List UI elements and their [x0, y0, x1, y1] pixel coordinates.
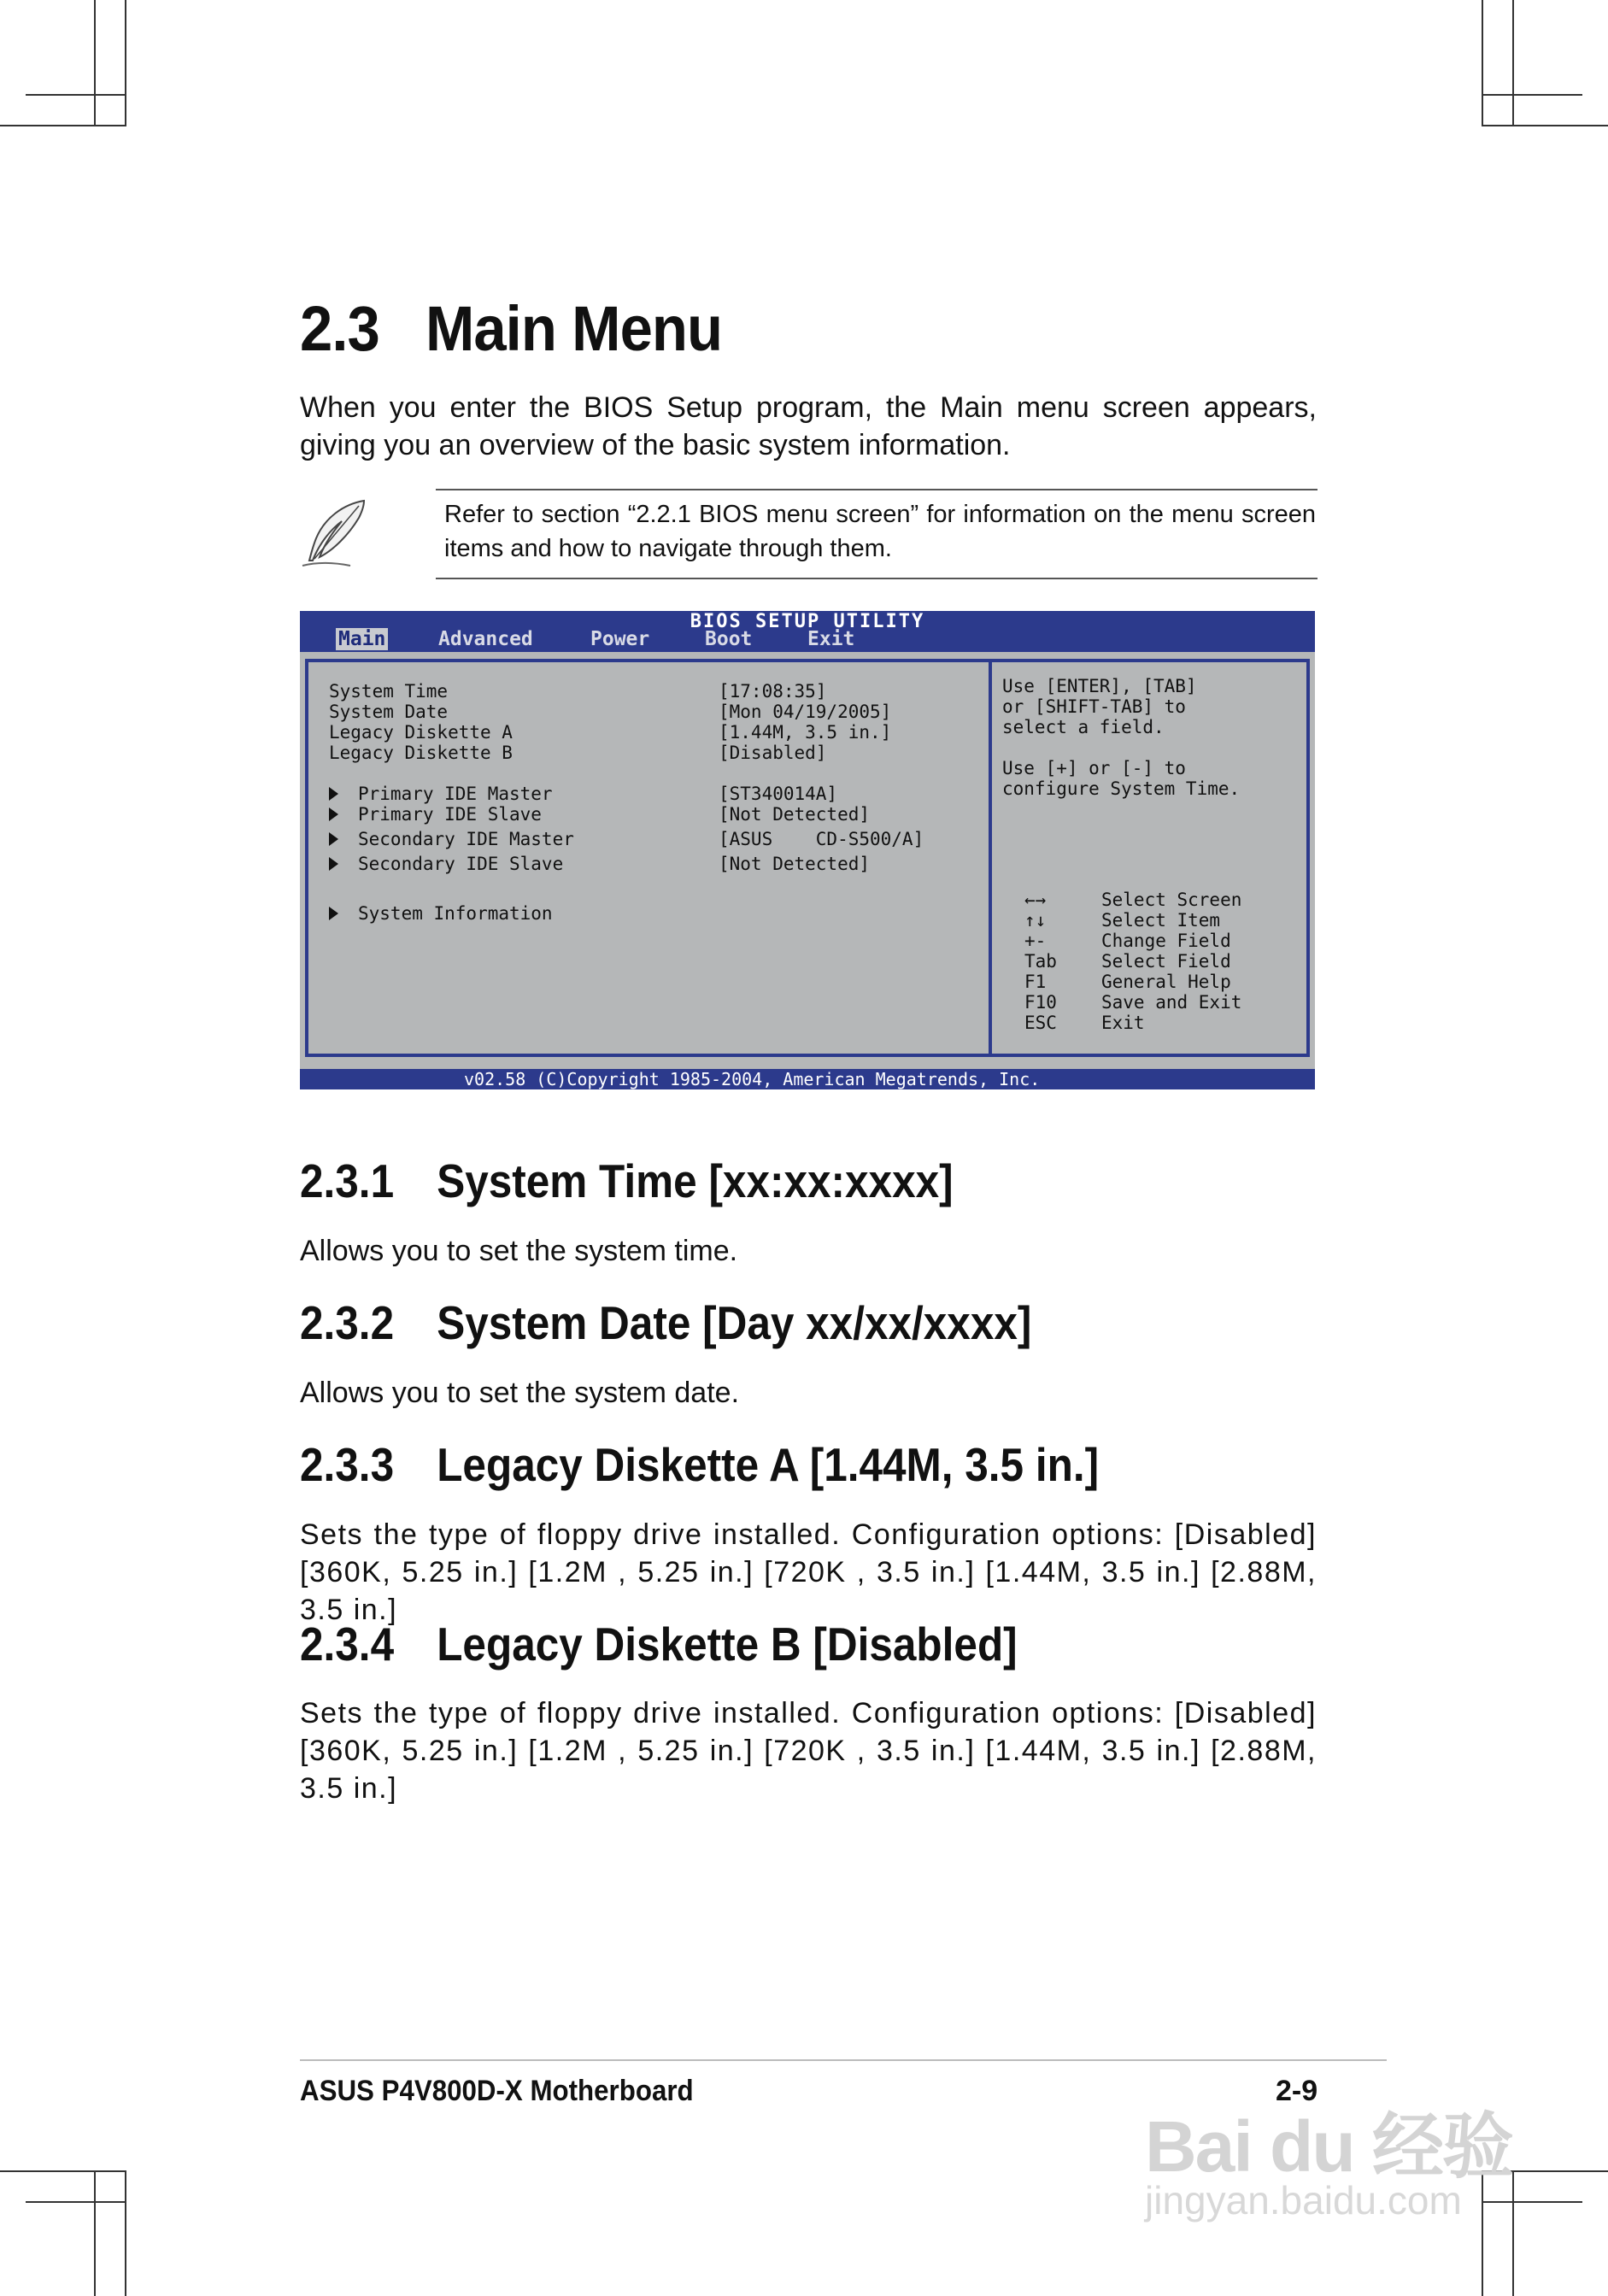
- key-label: F10: [1024, 992, 1057, 1013]
- note-top-rule: [436, 489, 1318, 490]
- baidu-watermark-url: jingyan.baidu.com: [1145, 2178, 1462, 2223]
- bios-screen: [300, 611, 1315, 1089]
- help-line: select a field.: [1002, 717, 1165, 737]
- submenu-secondary-master-value: [ASUS CD-S500/A]: [719, 829, 924, 849]
- key-action: General Help: [1101, 972, 1231, 992]
- submenu-secondary-slave[interactable]: Secondary IDE Slave: [358, 854, 564, 874]
- crop-mark: [125, 2170, 126, 2296]
- submenu-system-information[interactable]: System Information: [358, 903, 553, 924]
- item-system-date-label[interactable]: System Date: [329, 702, 449, 722]
- key-label: F1: [1024, 972, 1047, 992]
- tab-boot[interactable]: Boot: [705, 628, 753, 650]
- tab-exit[interactable]: Exit: [807, 628, 855, 650]
- note-text: Refer to section “2.2.1 BIOS menu screen” for information on the menu screen items and how to navigate through them.: [444, 501, 1316, 562]
- section-number: 2.3: [300, 293, 379, 364]
- key-left-right-icon: ←→: [1024, 890, 1047, 910]
- submenu-primary-slave[interactable]: Primary IDE Slave: [358, 804, 542, 825]
- submenu-arrow-icon: [329, 787, 338, 801]
- subsection-heading: 2.3.3 Legacy Diskette A [1.44M, 3.5 in.]: [300, 1438, 1100, 1491]
- subsection-heading: 2.3.4 Legacy Diskette B [Disabled]: [300, 1618, 1018, 1671]
- subsection-heading: 2.3.1 System Time [xx:xx:xxxx]: [300, 1154, 954, 1207]
- help-line: Use [+] or [-] to: [1002, 758, 1186, 778]
- note-bottom-rule: [436, 578, 1318, 579]
- crop-mark: [1482, 2201, 1582, 2203]
- crop-mark: [0, 125, 126, 126]
- key-up-down-icon: ↑↓: [1024, 910, 1047, 931]
- item-diskette-b-value[interactable]: [Disabled]: [719, 743, 827, 763]
- key-action: Exit: [1101, 1013, 1145, 1033]
- item-system-time-value[interactable]: [17:08:35]: [719, 681, 827, 702]
- crop-mark: [1482, 94, 1582, 96]
- crop-mark: [1512, 0, 1514, 126]
- subsection-body: Sets the type of floppy drive installed. Configuration options: [Disabled] [360K, 5.25 in.] [1.2M , 5.25 in.] [720K , 3.5 in.] [1.44M, 3.5 in.] [2.88M, 3.5 in.]: [300, 1518, 1317, 1626]
- bios-title: BIOS SETUP UTILITY: [690, 611, 925, 632]
- help-line: or [SHIFT-TAB] to: [1002, 696, 1186, 717]
- crop-mark: [125, 0, 126, 126]
- feather-pen-icon: [299, 497, 369, 569]
- crop-mark: [1482, 125, 1608, 126]
- crop-mark: [26, 2201, 126, 2203]
- tab-main[interactable]: Main: [336, 628, 388, 650]
- key-action: Select Screen: [1101, 890, 1242, 910]
- tab-advanced[interactable]: Advanced: [438, 628, 533, 650]
- bios-copyright: v02.58 (C)Copyright 1985-2004, American Megatrends, Inc.: [464, 1069, 1041, 1089]
- tab-power[interactable]: Power: [590, 628, 650, 650]
- crop-mark: [0, 2170, 126, 2172]
- bios-divider: [989, 659, 992, 1057]
- crop-mark: [94, 0, 96, 126]
- item-diskette-a-label[interactable]: Legacy Diskette A: [329, 722, 513, 743]
- crop-mark: [1512, 2170, 1514, 2296]
- submenu-primary-master[interactable]: Primary IDE Master: [358, 784, 553, 804]
- submenu-arrow-icon: [329, 832, 338, 846]
- key-action: Select Field: [1101, 951, 1231, 972]
- subsection-body: Sets the type of floppy drive installed. Configuration options: [Disabled] [360K, 5.25 in.] [1.2M , 5.25 in.] [720K , 3.5 in.] [1.44M, 3.5 in.] [2.88M, 3.5 in.]: [300, 1697, 1317, 1805]
- page-number: 2-9: [1276, 2075, 1318, 2107]
- page-title: [300, 292, 722, 365]
- key-label: +-: [1024, 931, 1047, 951]
- item-diskette-a-value[interactable]: [1.44M, 3.5 in.]: [719, 722, 892, 743]
- bios-menu-bar: [300, 611, 1315, 652]
- subsection-heading: 2.3.2 System Date [Day xx/xx/xxxx]: [300, 1296, 1032, 1349]
- key-action: Change Field: [1101, 931, 1231, 951]
- item-system-date-value[interactable]: [Mon 04/19/2005]: [719, 702, 892, 722]
- item-system-time-label[interactable]: System Time: [329, 681, 449, 702]
- submenu-arrow-icon: [329, 857, 338, 871]
- crop-mark: [1482, 0, 1483, 126]
- help-line: Use [ENTER], [TAB]: [1002, 676, 1197, 696]
- submenu-arrow-icon: [329, 807, 338, 821]
- baidu-watermark-logo: Bai du 经验: [1145, 2106, 1513, 2187]
- key-action: Save and Exit: [1101, 992, 1242, 1013]
- submenu-primary-master-value: [ST340014A]: [719, 784, 838, 804]
- bios-copyright-bar: [300, 1069, 1315, 1089]
- key-label: Tab: [1024, 951, 1057, 972]
- submenu-secondary-master[interactable]: Secondary IDE Master: [358, 829, 574, 849]
- help-line: configure System Time.: [1002, 778, 1241, 799]
- item-diskette-b-label[interactable]: Legacy Diskette B: [329, 743, 513, 763]
- intro-paragraph: When you enter the BIOS Setup program, the Main menu screen appears, giving you an overview of the basic system information.: [300, 391, 1317, 461]
- key-label: ESC: [1024, 1013, 1057, 1033]
- submenu-primary-slave-value: [Not Detected]: [719, 804, 871, 825]
- section-title: Main Menu: [425, 293, 723, 364]
- subsection-body: Allows you to set the system time.: [300, 1235, 738, 1267]
- submenu-secondary-slave-value: [Not Detected]: [719, 854, 871, 874]
- footer-product: ASUS P4V800D-X Motherboard: [300, 2075, 694, 2107]
- subsection-body: Allows you to set the system date.: [300, 1377, 740, 1409]
- submenu-arrow-icon: [329, 907, 338, 920]
- key-action: Select Item: [1101, 910, 1221, 931]
- footer-rule: [300, 2059, 1387, 2061]
- crop-mark: [94, 2170, 96, 2296]
- crop-mark: [26, 94, 126, 96]
